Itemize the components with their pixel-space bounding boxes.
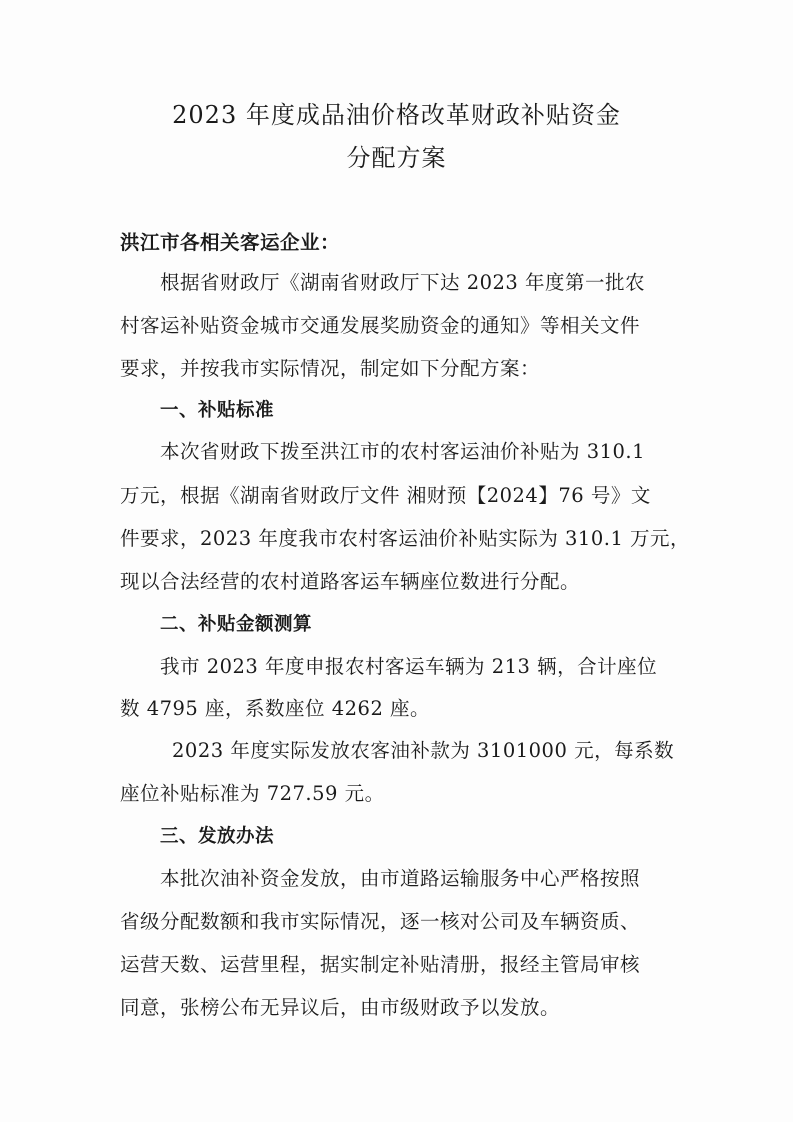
salutation: 洪江市各相关客运企业： (120, 231, 341, 254)
section3-line: 省级分配数额和我市实际情况，逐一核对公司及车辆资质、 (120, 910, 641, 933)
section1-line: 万元，根据《湖南省财政厅文件 湘财预【2024】76 号》文 (120, 484, 651, 507)
section2-line: 座位补贴标准为 727.59 元。 (120, 782, 385, 805)
intro-line: 根据省财政厅《湖南省财政厅下达 2023 年度第一批农 (160, 271, 646, 294)
section3-line: 同意，张榜公布无异议后，由市级财政予以发放。 (120, 996, 561, 1019)
section2-line: 我市 2023 年度申报农村客运车辆为 213 辆，合计座位 (160, 655, 658, 678)
section3-line: 运营天数、运营里程，据实制定补贴清册，报经主管局审核 (120, 953, 641, 976)
intro-line: 村客运补贴资金城市交通发展奖励资金的通知》等相关文件 (120, 314, 641, 337)
section2-line: 2023 年度实际发放农客油补款为 3101000 元，每系数 (172, 739, 675, 762)
section1-line: 件要求，2023 年度我市农村客运油价补贴实际为 310.1 万元， (120, 527, 691, 550)
section1-heading: 一、补贴标准 (160, 400, 275, 421)
section2-line: 数 4795 座，系数座位 4262 座。 (120, 697, 431, 720)
intro-line: 要求，并按我市实际情况，制定如下分配方案： (120, 357, 541, 380)
section3-heading: 三、发放办法 (160, 826, 275, 847)
document-title-line2: 分配方案 (346, 144, 447, 172)
document-title-line1: 2023 年度成品油价格改革财政补贴资金 (172, 101, 621, 129)
section1-line: 现以合法经营的农村道路客运车辆座位数进行分配。 (120, 570, 581, 593)
section1-line: 本次省财政下拨至洪江市的农村客运油价补贴为 310.1 (160, 440, 646, 463)
section2-heading: 二、补贴金额测算 (160, 614, 313, 635)
section3-line: 本批次油补资金发放，由市道路运输服务中心严格按照 (160, 867, 641, 890)
